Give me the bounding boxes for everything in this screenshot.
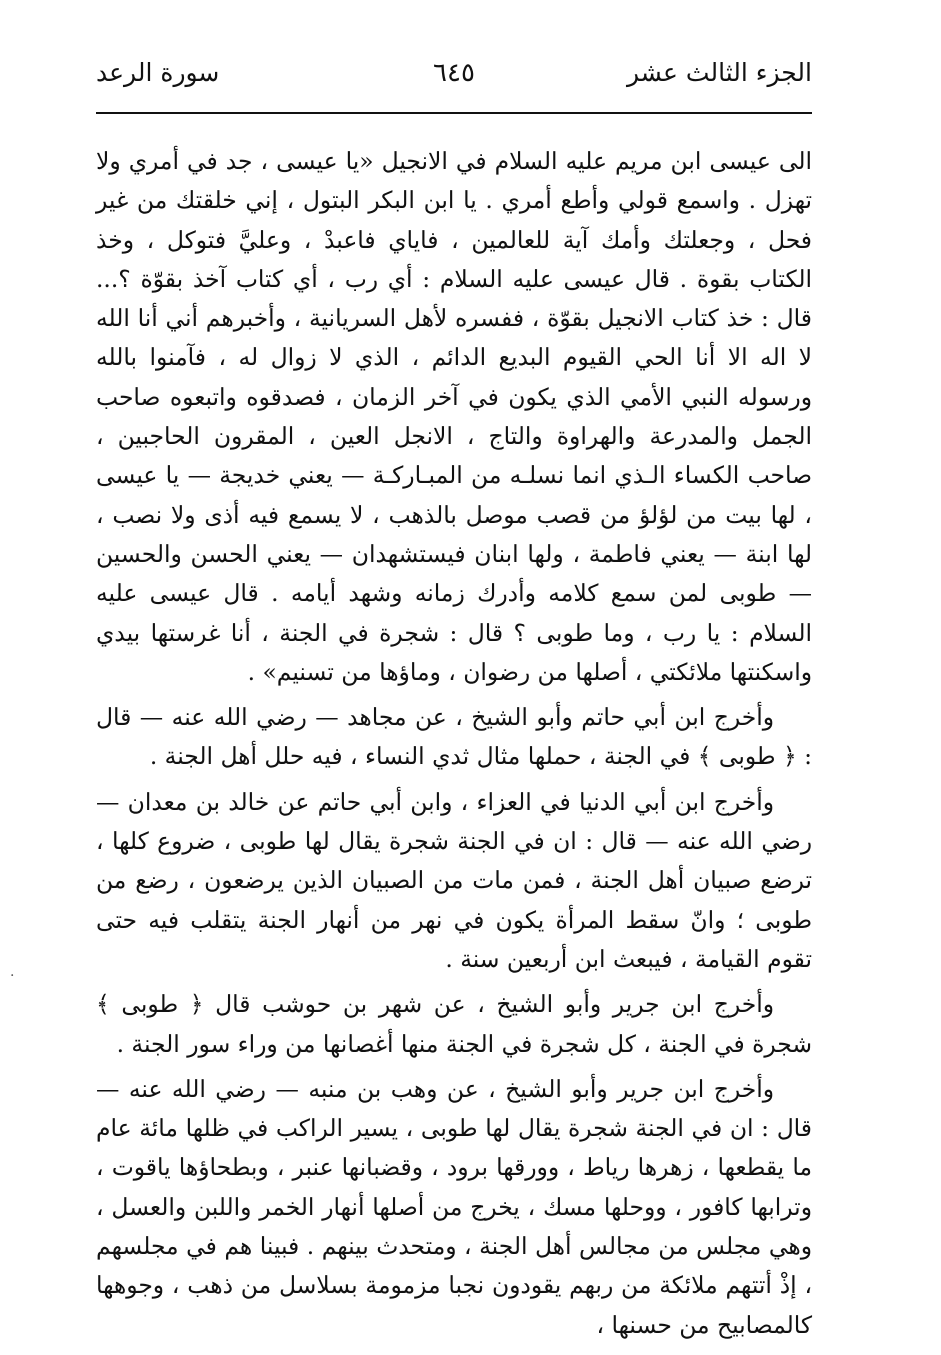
paragraph-3: وأخرج ابن أبي الدنيا في العزاء ، وابن أبي حاتم عن خالد بن معدان — رضي الله عنه — قال : ان في الجنة شجرة يقال لها طوبى ، ضروع كلها ، ترضع صبيان أهل الجنة ، فمن مات من الصبيان الذين يرضعون ، رضع من طوبى ؛ وانّ سقط المرأة يكون في نهر من أنهار الجنة يتقلب فيه حتى تقوم القيامة ، فيبعث ابن أربعين سنة . (96, 787, 812, 973)
part-title: الجزء الثالث عشر (626, 58, 812, 87)
paragraph-5: وأخرج ابن جرير وأبو الشيخ ، عن وهب بن منبه — رضي الله عنه — قال : ان في الجنة شجرة يقال لها طوبى ، يسير الراكب في ظلها مائة عام ما يقطعها ، زهرها رياط ، وورقها برود ، وقضبانها عنبر ، وبطحاؤها ياقوت ، وترابها كافور ، ووحلها مسك ، يخرج من أصلها أنهار الخمر واللبن والعسل ، وهي مجلس من مجالس أهل الجنة ، ومتحدث بينهم . فبينا هم في مجلسهم ، إذْ أتتهم ملائكة من ربهم يقودون نجبا مزمومة بسلاسل من ذهب ، وجوهها كالمصابيح من حسنها ، (96, 1074, 812, 1339)
page-number: ٦٤٥ (433, 58, 475, 88)
running-header (96, 50, 812, 106)
margin-mark: · (10, 968, 15, 984)
paragraph-1: الى عيسى ابن مريم عليه السلام في الانجيل «يا عيسى ، جد في أمري ولا تهزل . واسمع قولي وأطع أمري . يا ابن البكر البتول ، إني خلقتك من غير فحل ، وجعلتك وأمك آية للعالمين ، فاياي فاعبدْ ، وعليَّ فتوكل ، وخذ الكتاب بقوة . قال عيسى عليه السلام : أي رب ، أي كتاب آخذ بقوّة ؟... قال : خذ كتاب الانجيل بقوّة ، ففسره لأهل السريانية ، وأخبرهم أني أنا الله لا اله الا أنا الحي القيوم البديع الدائم ، الذي لا زوال له ، فآمنوا بالله ورسوله النبي الأمي الذي يكون في آخر الزمان ، فصدقوه واتبعوه صاحب الجمل والمدرعة والهراوة والتاج ، الانجل العين ، المقرون الحاجبين ، صاحب الكساء الـذي انما نسلـه من المبـاركـة — يعني خديجة — يا عيسى ، لها بيت من لؤلؤ من قصب موصل بالذهب ، لا يسمع فيه أذى ولا نصب ، لها ابنة — يعني فاطمة ، ولها ابنان فيستشهدان — يعني الحسن والحسين — طوبى لمن سمع كلامه وأدرك زمانه وشهد أيامه . قال عيسى عليه السلام : يا رب ، وما طوبى ؟ قال : شجرة في الجنة ، أنا غرستها بيدي واسكنتها ملائكتي ، أصلها من رضوان ، وماؤها من تسنيم» . (96, 147, 812, 686)
paragraph-2: وأخرج ابن أبي حاتم وأبو الشيخ ، عن مجاهد — رضي الله عنه — قال : ﴿ طوبى ﴾ في الجنة ، حملها مثال ثدي النساء ، فيه حلل أهل الجنة . (96, 703, 812, 771)
surah-title: سورة الرعد (96, 58, 220, 87)
page-body (96, 142, 812, 1345)
paragraph-4: وأخرج ابن جرير وأبو الشيخ ، عن شهر بن حوشب قال ﴿ طوبى ﴾ شجرة في الجنة ، كل شجرة في الجنة منها أغصانها من وراء سور الجنة . (96, 990, 812, 1058)
header-rule (96, 112, 812, 114)
book-page (10, 50, 812, 1345)
